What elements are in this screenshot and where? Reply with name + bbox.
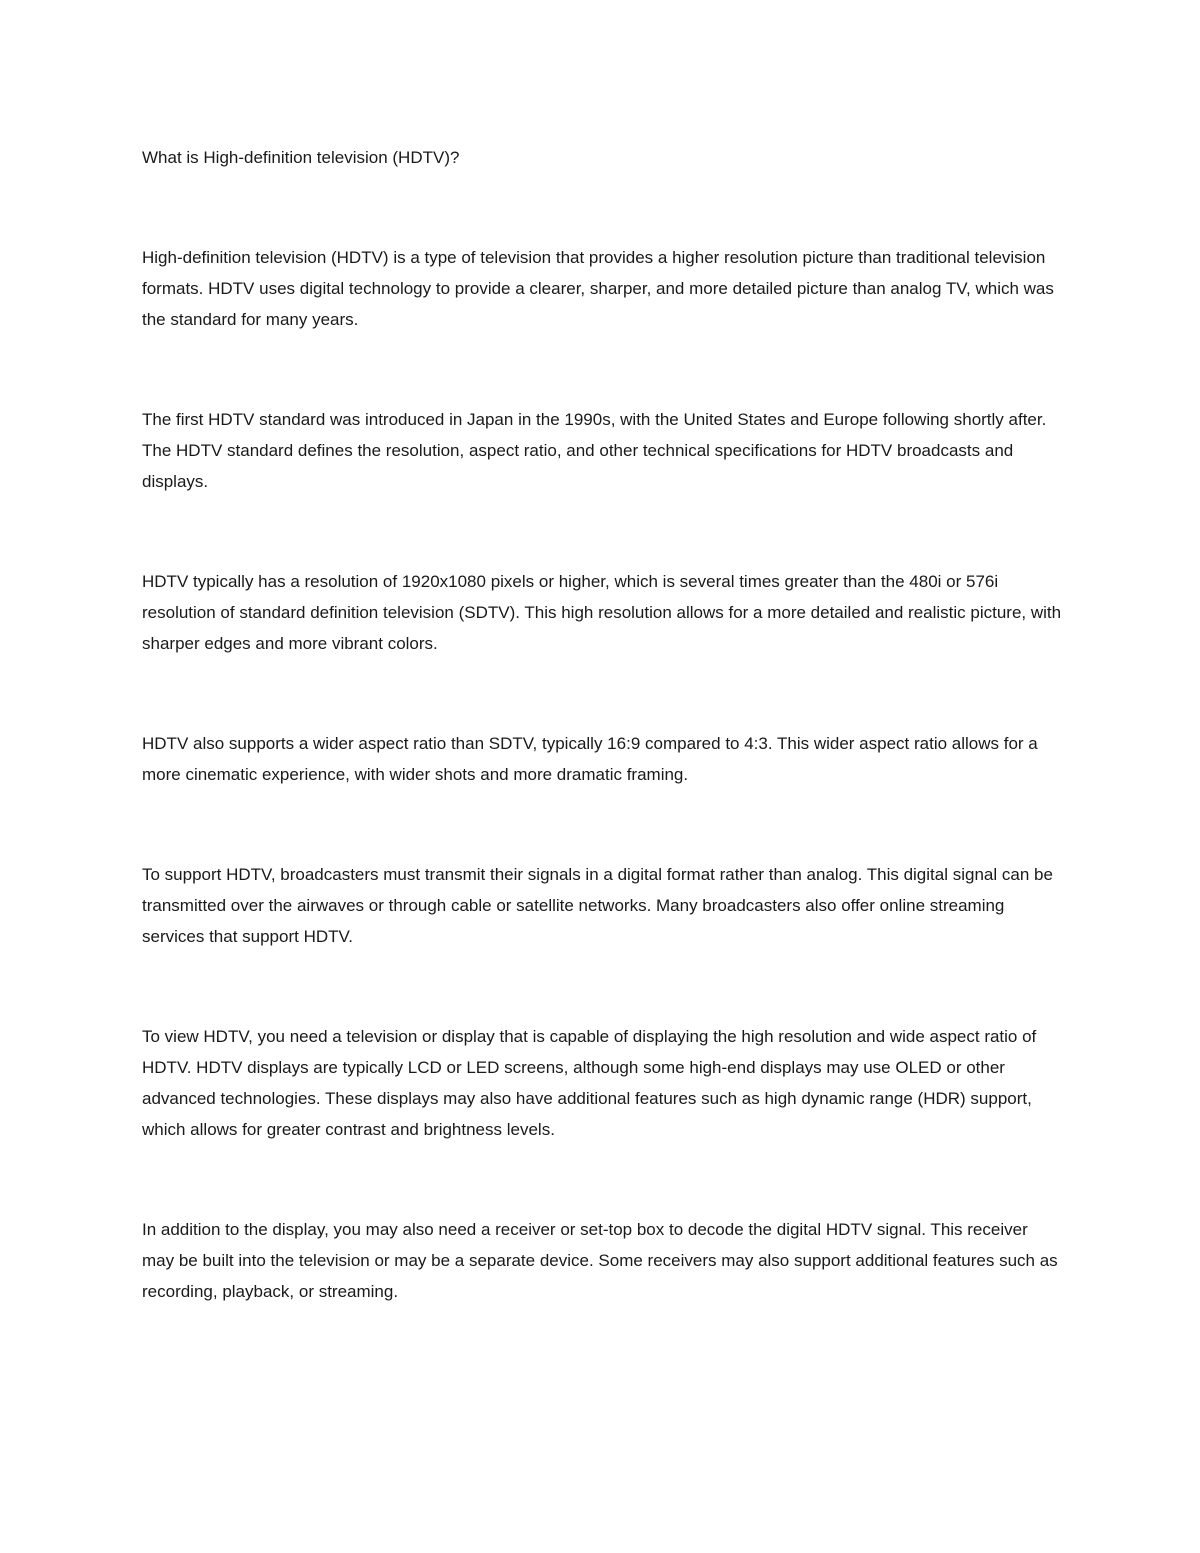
paragraph-7: In addition to the display, you may also need a receiver or set-top box to decode the digital HDTV signal. This receiver may be built into the television or may be a separate device. Some receivers may also support additional features such as recording, playback, or streaming.	[142, 1220, 1058, 1301]
paragraph-2: The first HDTV standard was introduced in Japan in the 1990s, with the United States and Europe following shortly after. The HDTV standard defines the resolution, aspect ratio, and other technical specifications for HDTV broadcasts and displays.	[142, 410, 1047, 491]
document-title: What is High-definition television (HDTV)?	[142, 148, 460, 167]
paragraph-1: High-definition television (HDTV) is a type of television that provides a higher resolution picture than traditional television formats. HDTV uses digital technology to provide a clearer, sharper, and more detailed picture than analog TV, which was the standard for many years.	[142, 248, 1054, 329]
paragraph-6: To view HDTV, you need a television or display that is capable of displaying the high resolution and wide aspect ratio of HDTV. HDTV displays are typically LCD or LED screens, although some high-end displays may use OLED or other advanced technologies. These displays may also have additional features such as high dynamic range (HDR) support, which allows for greater contrast and brightness levels.	[142, 1027, 1037, 1139]
document-body	[142, 142, 1062, 1307]
paragraph-4: HDTV also supports a wider aspect ratio than SDTV, typically 16:9 compared to 4:3. This wider aspect ratio allows for a more cinematic experience, with wider shots and more dramatic framing.	[142, 734, 1038, 784]
paragraph-5: To support HDTV, broadcasters must transmit their signals in a digital format rather than analog. This digital signal can be transmitted over the airwaves or through cable or satellite networks. Many broadcasters also offer online streaming services that support HDTV.	[142, 865, 1053, 946]
paragraph-3: HDTV typically has a resolution of 1920x1080 pixels or higher, which is several times greater than the 480i or 576i resolution of standard definition television (SDTV). This high resolution allows for a more detailed and realistic picture, with sharper edges and more vibrant colors.	[142, 572, 1062, 653]
